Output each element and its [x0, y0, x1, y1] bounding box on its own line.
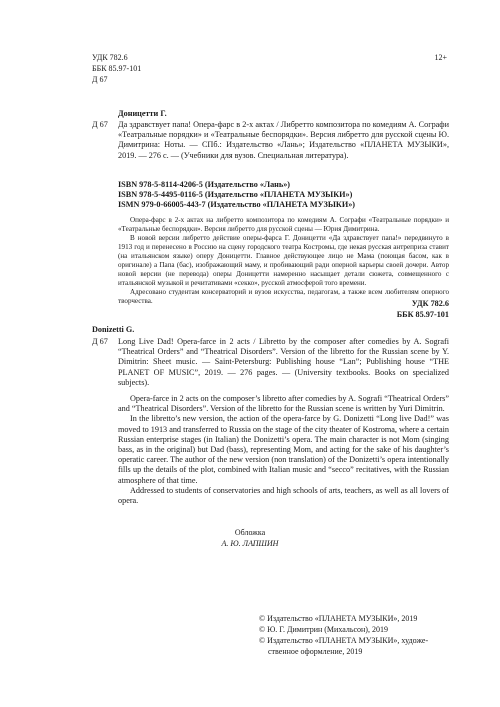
cover-designer-name: А. Ю. ЛАПШИН	[221, 539, 279, 548]
ru-isbn-planet: ISBN 978-5-4495-0116-5 (Издательство «ПЛАНЕТА МУЗЫКИ»)	[118, 190, 353, 199]
ru-annotation-para-2: В новой версии либретто действие оперы-фарса Г. Доницетти «Да здравствует папа!» передвинуто в 1913 год и перенесено в Россию на сцену городского театра Костромы, где некая русская антреприза ставит (на итальянском языке) оперу Доницетти. Главное действующее лицо не Мама (поющая басом, как в оригинале) а Папа (бас), изображающий маму, и пробивающий ради оперной карьеры своей дочери. Автор новой версии (не перевода) оперы Доницетти намеренно насыщает детали сюжета, совмещенного с итальянской музыкой и речитативами «секко», русской атмосферой того времени.	[118, 234, 449, 287]
copyright-publisher: © Издательство «ПЛАНЕТА МУЗЫКИ», 2019	[259, 614, 418, 623]
ru-bibliographic-entry: Да здравствует папа! Опера-фарс в 2-х актах / Либретто композитора по комедиям А. Сографи «Театральные порядки» и «Театральные беспорядки». Версия либретто для русской сцены Ю. Димитрина: Ноты. — СПб.: Издательство «Лань»; Издательство «ПЛАНЕТА МУЗЫКИ», 2019. — 276 с. — (Учебники для вузов. Специальная литература).	[118, 120, 449, 160]
en-author: Donizetti G.	[92, 325, 135, 334]
header-udk: УДК 782.6	[92, 53, 128, 62]
en-annotation	[118, 394, 449, 506]
ru-annotation-para-3: Адресовано студентам консерваторий и вузов искусства, педагогам, а также всем любителям оперного творчества.	[118, 288, 449, 305]
ru-annotation	[118, 216, 449, 306]
ru-udk-right: УДК 782.6	[411, 299, 449, 308]
copyright-design-line-1: © Издательство «ПЛАНЕТА МУЗЫКИ», художе-	[259, 636, 429, 645]
en-annotation-para-1: Opera-farce in 2 acts on the composer’s libretto after comedies by A. Sografi “Theatrical Orders” and “Theatrical Disorders”. Version of the libretto for the Russian scene is written by Yuri Dimitrin.	[118, 394, 449, 414]
header-code: Д 67	[92, 75, 108, 84]
ru-author: Доницетти Г.	[118, 109, 167, 118]
cover-label: Обложка	[234, 528, 266, 537]
ru-bbk-right: ББК 85.97-101	[396, 310, 449, 319]
copyright-design-line-2: ственное оформление, 2019	[268, 647, 363, 656]
copyright-author: © Ю. Г. Димитрин (Михальсон), 2019	[259, 625, 388, 634]
ru-isbn-lan: ISBN 978-5-8114-4206-5 (Издательство «Лань»)	[118, 180, 291, 189]
en-bibliographic-entry: Long Live Dad! Opera-farce in 2 acts / Libretto by the composer after comedies by A. Sografi “Theatrical Orders” and “Theatrical Disorders”. Version of the libretto for the Russian scene by Y. Dimitrin: Sheet music. — Saint-Petersburg: Publishing house “Lan”; Publishing house “THE PLANET OF MUSIC”, 2019. — 276 pages. — (University textbooks. Books on specialized subjects).	[118, 337, 449, 387]
en-code: Д 67	[92, 337, 108, 346]
en-annotation-para-3: Addressed to students of conservatories and high schools of arts, teachers, as well as all lovers of opera.	[118, 485, 449, 506]
header-bbk: ББК 85.97-101	[92, 64, 142, 73]
ru-annotation-para-1: Опера-фарс в 2-х актах на либретто композитора по комедиям А. Сографи «Театральные порядки» и «Театральные беспорядки». Версия либретто для русской сцены — Юрия Димитрина.	[118, 216, 449, 233]
ru-code: Д 67	[92, 120, 108, 129]
en-annotation-para-2: In the libretto’s new version, the action of the opera-farce by G. Donizetti “Long live Dad!” was moved to 1913 and transferred to Russia on the stage of the city theater of Kostroma, where a certain Russian enterprise stages (in Italian) the Donizetti’s opera. The main character is not Mom (singing bass, as in the original) but Dad (bass), representing Mom, and acting for the sake of his daughter’s operatic career. The author of the new version (non translation) of the Donizetti’s opera intentionally fills up the details of the plot, combined with Italian music and “secco” recitatives, with the Russian atmosphere of that time.	[118, 414, 449, 485]
age-rating: 12+	[434, 53, 447, 62]
ru-ismn-planet: ISMN 979-0-66005-443-7 (Издательство «ПЛАНЕТА МУЗЫКИ»)	[118, 200, 356, 209]
